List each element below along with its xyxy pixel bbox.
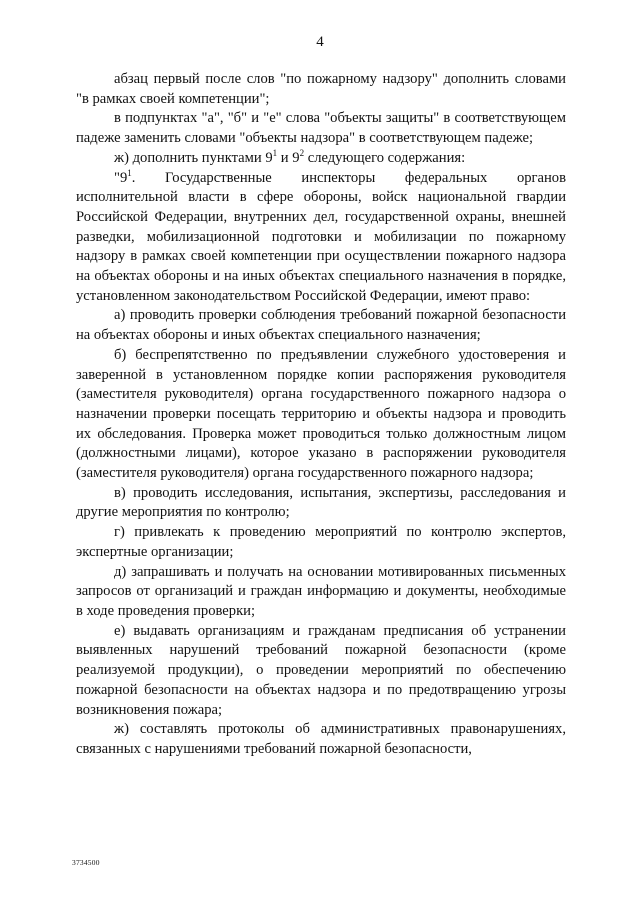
document-code: 3734500 — [72, 858, 100, 867]
paragraph-item-e: е) выдавать организациям и гражданам предписания об устранении выявленных нарушений требований пожарной безопасности (кроме реализуемой продукции), о проведении мероприятий по обеспечению пожарной безопасности на объектах надзора и по предотвращению угрозы возникновения пожара; — [76, 622, 566, 718]
superscript: 2 — [299, 147, 305, 158]
paragraph-item-zh: ж) составлять протоколы об административных правонарушениях, связанных с нарушениями требований пожарной безопасности, — [76, 721, 566, 757]
paragraph-zh-dopolnit — [76, 149, 566, 169]
paragraph-point-9-1 — [76, 169, 566, 307]
paragraph-podpunkty: в подпунктах "а", "б" и "е" слова "объекты защиты" в соответствующем падеже заменить словами "объекты надзора" в соответствующем падеже; — [76, 110, 566, 147]
text-run: "9 — [114, 169, 128, 186]
text-run: следующего содержания: — [304, 149, 466, 166]
page-number: 4 — [316, 34, 324, 50]
text-run: и 9 — [277, 149, 300, 166]
paragraph-abzac: абзац первый после слов "по пожарному надзору" дополнить словами "в рамках своей компетенции"; — [76, 71, 566, 107]
paragraph-item-d: д) запрашивать и получать на основании мотивированных письменных запросов от организаций и граждан информацию и документы, необходимые в ходе проведения проверки; — [76, 563, 566, 619]
paragraph-item-v: в) проводить исследования, испытания, экспертизы, расследования и другие мероприятия по контролю; — [76, 484, 566, 521]
superscript: 1 — [272, 147, 278, 158]
paragraph-item-g: г) привлекать к проведению мероприятий по контролю экспертов, экспертные организации; — [76, 524, 566, 560]
superscript: 1 — [127, 167, 132, 178]
text-run: ж) дополнить пунктами 9 — [114, 149, 273, 166]
paragraph-item-a: а) проводить проверки соблюдения требований пожарной безопасности на объектах обороны и иных объектах специального назначения; — [76, 307, 566, 344]
text-run: . Государственные инспекторы федеральных органов исполнительной власти в сфере обороны, войск национальной гвардии Российской Федерации, внутренних дел, государственной охраны, внешней разведки, мобилизационной подготовки и мобилизации по пожарному надзору в рамках своей компетенции при осуществлении пожарного надзора на объектах обороны и на иных объектах специального назначения в порядке, установленном законодательством Российской Федерации, имеют право: — [76, 169, 566, 304]
paragraph-item-b: б) беспрепятственно по предъявлении служебного удостоверения и заверенной в установленном порядке копии распоряжения руководителя (заместителя руководителя) органа государственного пожарного надзора о назначении проверки посещать территорию и объекты надзора и проводить их обследования. Проверка может проводиться только должностным лицом (должностными лицами), которое указано в распоряжении руководителя (заместителя руководителя) органа государственного пожарного надзора; — [76, 346, 566, 482]
document-body — [76, 70, 566, 760]
